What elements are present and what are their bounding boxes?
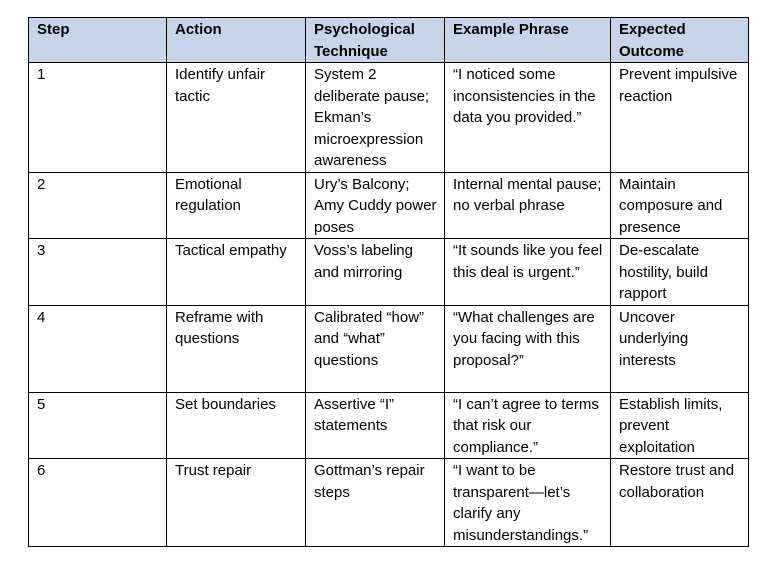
cell-phrase: “What challenges are you facing with this proposal?”: [445, 305, 611, 392]
table-row: [29, 239, 749, 306]
cell-outcome: Prevent impulsive reaction: [611, 63, 749, 173]
cell-phrase: “I want to be transparent—let’s clarify any misunderstandings.”: [445, 459, 611, 547]
cell-technique: Assertive “I” statements: [306, 392, 445, 459]
cell-step: 4: [29, 305, 167, 392]
table-row: [29, 459, 749, 547]
cell-outcome: Maintain composure and presence: [611, 172, 749, 239]
table-row: [29, 305, 749, 392]
header-example-phrase: Example Phrase: [445, 18, 611, 63]
cell-phrase: Internal mental pause; no verbal phrase: [445, 172, 611, 239]
cell-step: 5: [29, 392, 167, 459]
header-step: Step: [29, 18, 167, 63]
cell-step: 1: [29, 63, 167, 173]
cell-step: 6: [29, 459, 167, 547]
cell-outcome: Restore trust and collaboration: [611, 459, 749, 547]
table-row: [29, 63, 749, 173]
cell-phrase: “I can’t agree to terms that risk our compliance.”: [445, 392, 611, 459]
cell-outcome: De-escalate hostility, build rapport: [611, 239, 749, 306]
cell-action: Tactical empathy: [167, 239, 306, 306]
cell-action: Set boundaries: [167, 392, 306, 459]
header-technique: Psychological Technique: [306, 18, 445, 63]
cell-action: Identify unfair tactic: [167, 63, 306, 173]
cell-technique: Voss’s labeling and mirroring: [306, 239, 445, 306]
cell-technique: Ury’s Balcony; Amy Cuddy power poses: [306, 172, 445, 239]
cell-outcome: Establish limits, prevent exploitation: [611, 392, 749, 459]
cell-technique: Gottman’s repair steps: [306, 459, 445, 547]
cell-technique: System 2 deliberate pause; Ekman’s microexpression awareness: [306, 63, 445, 173]
cell-action: Trust repair: [167, 459, 306, 547]
cell-action: Reframe with questions: [167, 305, 306, 392]
header-expected-outcome: Expected Outcome: [611, 18, 749, 63]
cell-step: 3: [29, 239, 167, 306]
cell-phrase: “It sounds like you feel this deal is urgent.”: [445, 239, 611, 306]
negotiation-steps-table: [28, 17, 749, 547]
cell-technique: Calibrated “how” and “what” questions: [306, 305, 445, 392]
cell-phrase: “I noticed some inconsistencies in the data you provided.”: [445, 63, 611, 173]
cell-action: Emotional regulation: [167, 172, 306, 239]
cell-step: 2: [29, 172, 167, 239]
header-action: Action: [167, 18, 306, 63]
table-header-row: [29, 18, 749, 63]
cell-outcome: Uncover underlying interests: [611, 305, 749, 392]
table-row: [29, 392, 749, 459]
table-row: [29, 172, 749, 239]
